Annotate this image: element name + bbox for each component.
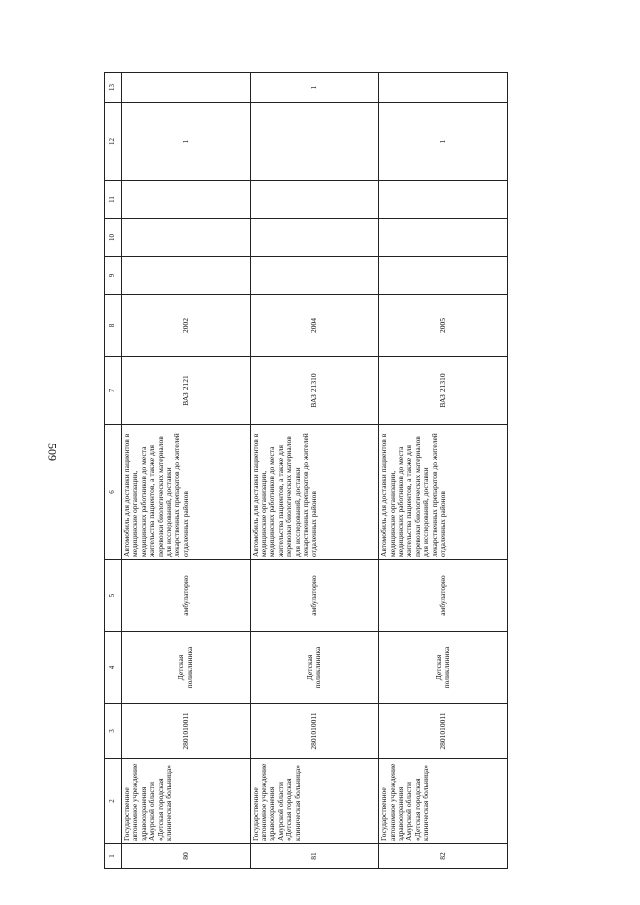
row-number: 82 [379, 844, 508, 869]
row-number: 80 [122, 844, 251, 869]
column-header: 5 [105, 560, 122, 632]
table-cell [379, 73, 508, 103]
subdivision: Детская поликлиника [379, 632, 508, 704]
column-header: 13 [105, 73, 122, 103]
vehicle-year: 2002 [122, 295, 251, 357]
vehicle-purpose: Автомобиль для доставки пациентов в медицинские организации, медицинских работников до места жительства пациентов, а также для перевозки биологических материалов для исследований, доставки лекарственных препаратов до жителей отдаленных районов [379, 425, 508, 560]
table-row [122, 73, 251, 869]
organization-name: Государственное автономное учреждение здравоохранения Амурской области «Детская городская клиническая больница» [250, 759, 379, 844]
care-type: амбулаторно [122, 560, 251, 632]
table-cell [379, 257, 508, 295]
column-header: 9 [105, 257, 122, 295]
vehicle-model: ВАЗ 2121 [122, 357, 251, 425]
vehicle-model: ВАЗ 21310 [250, 357, 379, 425]
subdivision: Детская поликлиника [122, 632, 251, 704]
column-header: 12 [105, 103, 122, 181]
vehicle-purpose: Автомобиль для доставки пациентов в медицинские организации, медицинских работников до места жительства пациентов, а также для перевозки биологических материалов для исследований, доставки лекарственных препаратов до жителей отдаленных районов [250, 425, 379, 560]
table-cell [122, 257, 251, 295]
table-cell [379, 219, 508, 257]
subdivision: Детская поликлиника [250, 632, 379, 704]
care-type: амбулаторно [379, 560, 508, 632]
column-header: 2 [105, 759, 122, 844]
organization-name: Государственное автономное учреждение здравоохранения Амурской области «Детская городская клиническая больница» [379, 759, 508, 844]
page-number: 509 [45, 443, 60, 461]
vehicles-table [104, 72, 508, 869]
organization-code: 2801010011 [379, 704, 508, 759]
rotated-table-container [104, 73, 508, 869]
row-number: 81 [250, 844, 379, 869]
organization-code: 2801010011 [122, 704, 251, 759]
column-header: 7 [105, 357, 122, 425]
column-header: 11 [105, 181, 122, 219]
table-frame [104, 73, 508, 869]
table-cell [250, 103, 379, 181]
column-header: 8 [105, 295, 122, 357]
table-cell: 1 [122, 103, 251, 181]
table-cell: 1 [379, 103, 508, 181]
organization-name: Государственное автономное учреждение здравоохранения Амурской области «Детская городская клиническая больница» [122, 759, 251, 844]
table-cell [250, 219, 379, 257]
organization-code: 2801010011 [250, 704, 379, 759]
column-header: 6 [105, 425, 122, 560]
vehicle-year: 2005 [379, 295, 508, 357]
table-cell [122, 73, 251, 103]
vehicle-year: 2004 [250, 295, 379, 357]
table-cell [379, 181, 508, 219]
table-cell [250, 257, 379, 295]
vehicle-purpose: Автомобиль для доставки пациентов в медицинские организации, медицинских работников до места жительства пациентов, а также для перевозки биологических материалов для исследований, доставки лекарственных препаратов до жителей отдаленных районов [122, 425, 251, 560]
table-row [250, 73, 379, 869]
table-row [379, 73, 508, 869]
vehicle-model: ВАЗ 21310 [379, 357, 508, 425]
column-header: 3 [105, 704, 122, 759]
header-row [105, 73, 122, 869]
column-header: 4 [105, 632, 122, 704]
table-cell [122, 181, 251, 219]
table-cell [122, 219, 251, 257]
care-type: амбулаторно [250, 560, 379, 632]
table-cell [250, 181, 379, 219]
table-cell: 1 [250, 73, 379, 103]
column-header: 1 [105, 844, 122, 869]
column-header: 10 [105, 219, 122, 257]
